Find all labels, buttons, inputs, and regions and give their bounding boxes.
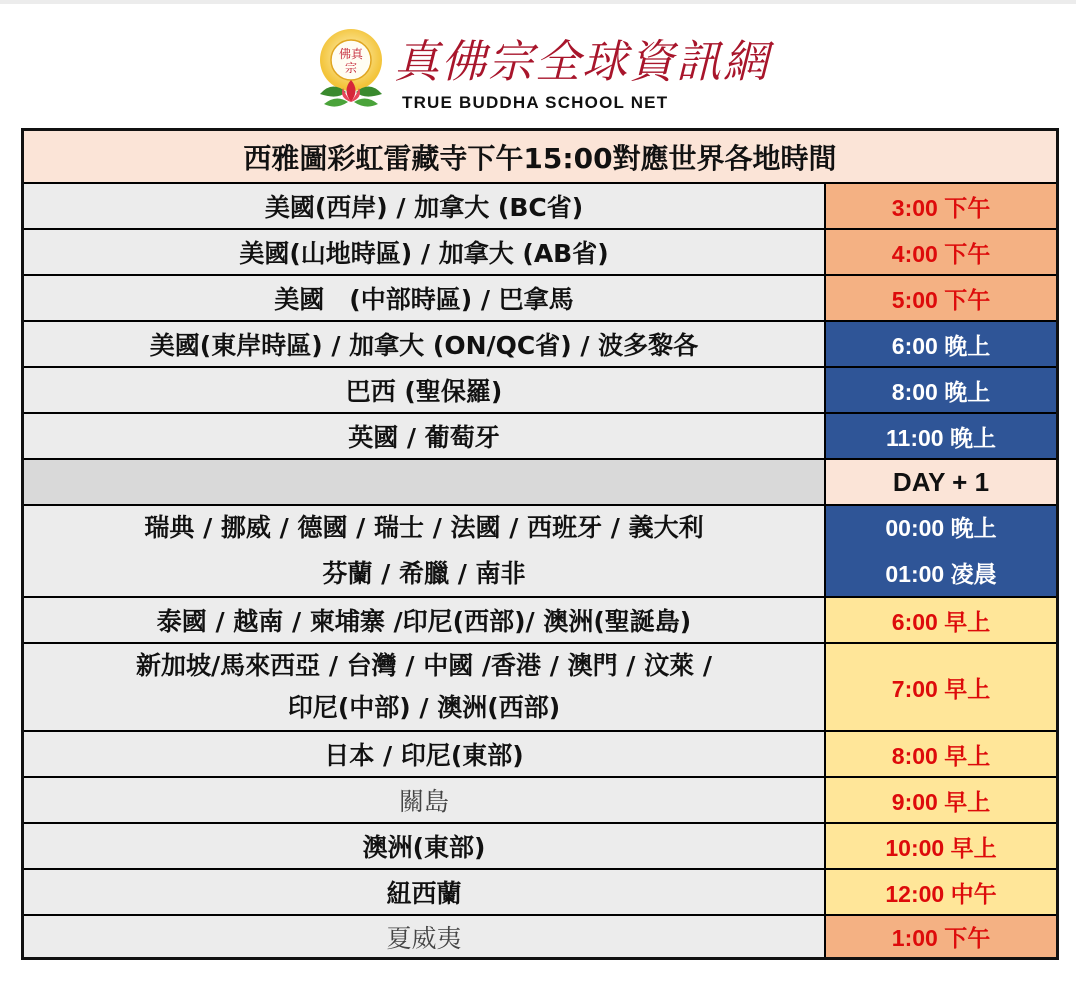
location-cell: 紐西蘭	[24, 870, 824, 914]
table-title: 西雅圖彩虹雷藏寺下午15:00對應世界各地時間	[24, 131, 1056, 182]
time-cell: 10:00 早上	[826, 824, 1056, 868]
time-cell: 9:00 早上	[826, 778, 1056, 822]
site-logo	[312, 26, 771, 116]
table-row	[24, 230, 1056, 274]
day-plus-one-row	[24, 460, 1056, 504]
table-row	[24, 870, 1056, 914]
time-cell: 6:00 晚上	[826, 322, 1056, 366]
table-row	[24, 368, 1056, 412]
location-cell: 美國 (中部時區) / 巴拿馬	[24, 276, 824, 320]
location-cell: 美國(西岸) / 加拿大 (BC省)	[24, 184, 824, 228]
table-row	[24, 916, 1056, 957]
location-line: 瑞典 / 挪威 / 德國 / 瑞士 / 法國 / 西班牙 / 義大利	[144, 513, 704, 542]
table-row	[24, 414, 1056, 458]
table-row	[24, 184, 1056, 228]
time-cell: 8:00 晚上	[826, 368, 1056, 412]
brand-name-chinese: 真佛宗全球資訊網	[394, 35, 771, 88]
brand-name-english: TRUE BUDDHA SCHOOL NET	[402, 93, 669, 112]
location-cell	[24, 460, 824, 504]
table-row	[24, 644, 1056, 730]
time-cell: 5:00 下午	[826, 276, 1056, 320]
time-cell: 11:00 晚上	[826, 414, 1056, 458]
time-line: 00:00 晚上	[885, 515, 997, 541]
svg-text:佛真: 佛真	[338, 47, 364, 61]
lotus-seal-icon	[314, 28, 388, 112]
location-cell: 美國(東岸時區) / 加拿大 (ON/QC省) / 波多黎各	[24, 322, 824, 366]
location-cell	[24, 644, 824, 730]
table-row	[24, 732, 1056, 776]
location-cell: 泰國 / 越南 / 柬埔寨 /印尼(西部)/ 澳洲(聖誕島)	[24, 598, 824, 642]
time-cell: 6:00 早上	[826, 598, 1056, 642]
top-edge	[0, 0, 1076, 4]
time-cell: 4:00 下午	[826, 230, 1056, 274]
location-cell: 英國 / 葡萄牙	[24, 414, 824, 458]
time-cell	[826, 506, 1056, 596]
location-cell: 日本 / 印尼(東部)	[24, 732, 824, 776]
location-line: 新加坡/馬來西亞 / 台灣 / 中國 /香港 / 澳門 / 汶萊 /	[136, 651, 712, 680]
svg-text:宗: 宗	[344, 61, 358, 75]
time-cell: 7:00 早上	[826, 644, 1056, 730]
time-cell: 1:00 下午	[826, 916, 1056, 957]
location-cell	[24, 506, 824, 596]
table-row	[24, 598, 1056, 642]
table-row	[24, 322, 1056, 366]
table-row	[24, 778, 1056, 822]
location-line: 芬蘭 / 希臘 / 南非	[322, 559, 526, 588]
time-conversion-table	[21, 128, 1059, 960]
table-row	[24, 506, 1056, 596]
location-cell: 美國(山地時區) / 加拿大 (AB省)	[24, 230, 824, 274]
time-cell: 8:00 早上	[826, 732, 1056, 776]
table-title-row	[24, 131, 1056, 182]
day-offset-label: DAY + 1	[826, 460, 1056, 504]
location-cell: 澳洲(東部)	[24, 824, 824, 868]
location-cell: 夏威夷	[24, 916, 824, 957]
location-cell: 關島	[24, 778, 824, 822]
table-row	[24, 824, 1056, 868]
time-line: 01:00 凌晨	[885, 561, 997, 587]
time-cell: 3:00 下午	[826, 184, 1056, 228]
time-cell: 12:00 中午	[826, 870, 1056, 914]
location-line: 印尼(中部) / 澳洲(西部)	[287, 693, 561, 722]
table-row	[24, 276, 1056, 320]
location-cell: 巴西 (聖保羅)	[24, 368, 824, 412]
